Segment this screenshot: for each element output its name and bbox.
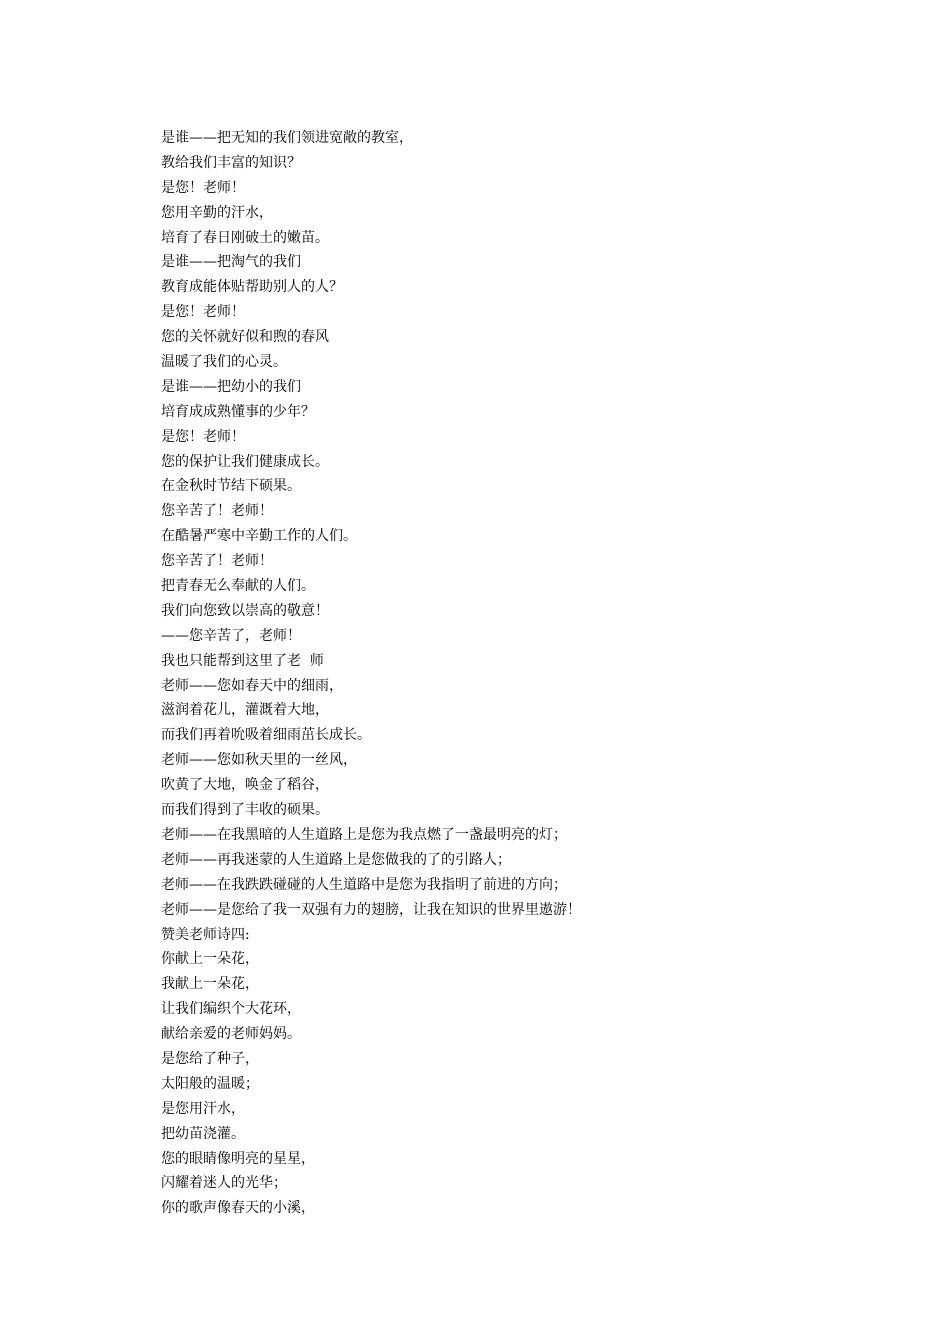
poem-line: 是谁——把无知的我们领进宽敞的教室， [161, 130, 413, 146]
poem-line: 是您用汗水， [161, 1100, 245, 1117]
poem-line: 我们向您致以崇高的敬意！ [161, 602, 329, 619]
poem-line: 老师——您如秋天里的一丝风， [161, 752, 357, 769]
poem-line: 培育了春日刚破土的嫩苗。 [161, 229, 329, 246]
poem-line: 而我们得到了丰收的硕果。 [161, 802, 329, 819]
poem-line: 老师——您如春天中的细雨， [161, 677, 343, 694]
poem-line: 在金秋时节结下硕果。 [161, 478, 301, 495]
poem-line: 是谁——把幼小的我们 [161, 378, 301, 395]
poem-line: 老师——是您给了我一双强有力的翅膀，让我在知识的世界里遨游！ [161, 901, 581, 918]
poem-line: 您的眼睛像明亮的星星， [161, 1150, 315, 1167]
poem-line: 是谁——把淘气的我们 [161, 254, 301, 271]
poem-line: 您用辛勤的汗水， [161, 204, 273, 221]
poem-line: 教育成能体贴帮助别人的人？ [161, 279, 343, 296]
poem-line: 太阳般的温暖； [161, 1075, 259, 1092]
poem-line: 你献上一朵花， [161, 951, 259, 968]
poem-line: 滋润着花儿，灌溉着大地， [161, 702, 329, 719]
poem-line: 赞美老师诗四: [161, 926, 250, 943]
poem-line: 温暖了我们的心灵。 [161, 354, 287, 371]
poem-line: 吹黄了大地，唤金了稻谷， [161, 777, 329, 794]
poem-line: 而我们再着吮吸着细雨茁长成长。 [161, 727, 371, 744]
poem-line: 您的关怀就好似和煦的春风 [161, 329, 329, 346]
poem-line: 是您！老师！ [161, 304, 245, 321]
poem-line: 我也只能帮到这里了老 师 [161, 652, 324, 669]
poem-line: 把青春无么奉献的人们。 [161, 578, 315, 595]
poem-line: 把幼苗浇灌。 [161, 1125, 245, 1142]
poem-line: 闪耀着迷人的光华； [161, 1175, 287, 1192]
poem-line: 教给我们丰富的知识？ [161, 154, 301, 171]
poem-line: ——您辛苦了，老师！ [161, 627, 301, 644]
poem-line: 老师——在我黑暗的人生道路上是您为我点燃了一盏最明亮的灯； [161, 826, 567, 843]
poem-line: 在酷暑严寒中辛勤工作的人们。 [161, 528, 357, 545]
poem-line: 是您！老师！ [161, 428, 245, 445]
poem-line: 献给亲爱的老师妈妈。 [161, 1026, 301, 1043]
poem-line: 老师——在我跌跌碰碰的人生道路中是您为我指明了前进的方向； [161, 876, 567, 893]
poem-line: 是您！老师！ [161, 179, 245, 196]
poem-line: 让我们编织个大花环， [161, 1001, 301, 1018]
poem-line: 你的歌声像春天的小溪， [161, 1200, 315, 1217]
poem-line: 您的保护让我们健康成长。 [161, 453, 329, 470]
poem-line: 老师——再我迷蒙的人生道路上是您做我的了的引路人； [161, 851, 511, 868]
poem-line: 是您给了种子， [161, 1050, 259, 1067]
poem-line: 您辛苦了！老师！ [161, 553, 273, 570]
poem-line: 我献上一朵花， [161, 976, 259, 993]
poem-line: 培育成成熟懂事的少年？ [161, 403, 315, 420]
poem-line: 您辛苦了！老师！ [161, 503, 273, 520]
poem-text [161, 126, 881, 1221]
